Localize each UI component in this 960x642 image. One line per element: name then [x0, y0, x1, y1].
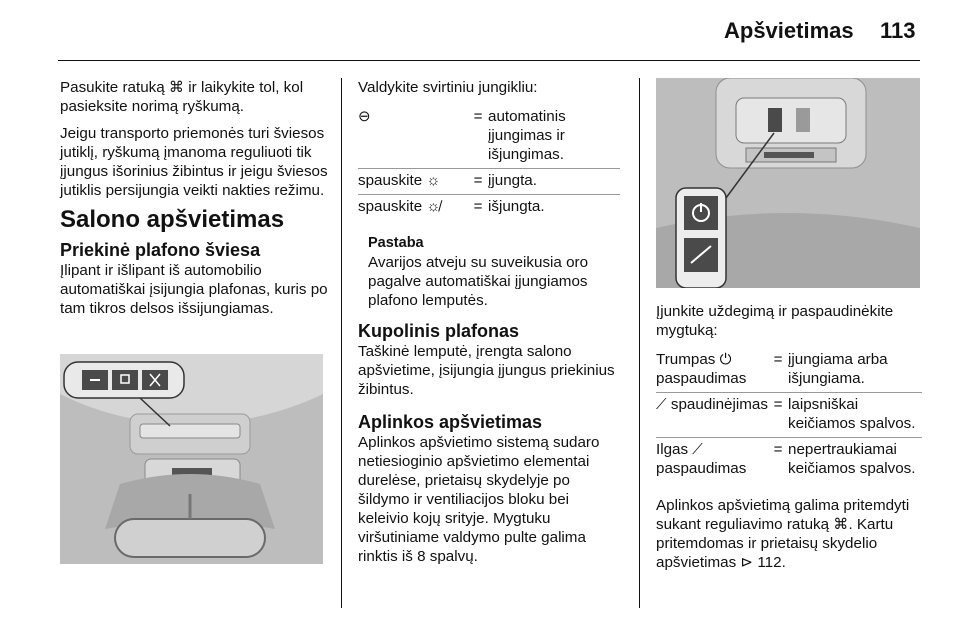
heading-kupolinis-plafonas: Kupolinis plafonas [358, 321, 520, 341]
column-divider-1 [341, 78, 342, 608]
column-3 [656, 302, 922, 580]
paragraph-front-dome-light: Įlipant ir išlipant iš automobilio automatiškai įsijungia plafonas, kuris po tam tikros delsos išsijungiamas. [60, 262, 328, 317]
header-divider [58, 60, 920, 61]
page-number: 113 [880, 18, 916, 43]
button-intro: Įjunkite uždegimą ir paspaudinėkite mygtuką: [656, 303, 894, 339]
column-2 [358, 78, 620, 574]
paragraph-dimmer: Pasukite ratuką ⌘ ir laikykite tol, kol pasieksite norimą ryškumą. [60, 79, 304, 115]
note-text: Avarijos atveju su suveikusia oro pagalve automatiškai įjungiamos plafono lemputės. [368, 254, 589, 309]
front-dome-light-photo [60, 354, 323, 564]
auto-light-icon: ⊖ [358, 108, 371, 125]
switch-intro: Valdykite svirtiniu jungikliu: [358, 79, 538, 96]
note-block [368, 234, 620, 310]
paragraph-kupolinis: Taškinė lemputė, įrengta salono apšvietime, įsijungia įjungus priekinius žibintus. [358, 343, 615, 398]
slash-icon: ⟋ spaudinėjimas [656, 393, 768, 438]
light-on-icon: spauskite ☼ [358, 169, 468, 195]
table-row: ⟋ spaudinėjimas = laipsniškai keičiamos spalvos. [656, 393, 922, 438]
note-title: Pastaba [368, 235, 424, 251]
page-header [0, 0, 960, 62]
heading-priekine-plafono-sviesa: Priekinė plafono šviesa [60, 240, 261, 260]
switch-table [358, 105, 620, 220]
power-icon: Trumpas ⏻ paspaudimas [656, 351, 747, 387]
light-off-icon: spauskite ☼̸ [358, 195, 468, 221]
slash-icon: Ilgas ⟋ paspaudimas [656, 438, 768, 483]
heading-aplinkos-apsvietimas: Aplinkos apšvietimas [358, 412, 543, 432]
table-row: Trumpas ⏻ paspaudimas = įjungiama arba išjungiama. [656, 348, 922, 393]
column-1 [60, 78, 328, 326]
column-divider-2 [639, 78, 640, 608]
paragraph-aplinkos: Aplinkos apšvietimo sistemą sudaro netiesioginio apšvietimo elementai durelėse, prietaisų skydelyje po šildymo ir ventiliacijos bloku bei keleivio kojų srityje. Mygtuku viršutiniame valdymo pulte galima rinktis iš 8 spalvų. [358, 434, 600, 565]
heading-salono-apsvietimas: Salono apšvietimas [60, 206, 285, 233]
table-row: ⊖ = automatinis įjungimas ir išjungimas. [358, 105, 620, 169]
table-row: spauskite ☼ = įjungta. [358, 169, 620, 195]
button-press-table [656, 348, 922, 482]
page-title: Apšvietimas [724, 18, 854, 43]
paragraph-light-sensor: Jeigu transporto priemonės turi šviesos jutiklį, ryškumą įmanoma reguliuoti tik įjungus išorinius žibintus ir jeigu šviesos jutiklis persijungia veikti nakties režimu. [60, 125, 328, 199]
ambient-light-button-photo [656, 78, 920, 288]
table-row: Ilgas ⟋ paspaudimas = nepertraukiamai keičiamos spalvos. [656, 438, 922, 483]
paragraph-dimming: Aplinkos apšvietimą galima pritemdyti sukant reguliavimo ratuką ⌘. Kartu pritemdomas ir prietaisų skydelio apšvietimas ⊳ 112. [656, 497, 910, 571]
table-row: spauskite ☼̸ = išjungta. [358, 195, 620, 221]
